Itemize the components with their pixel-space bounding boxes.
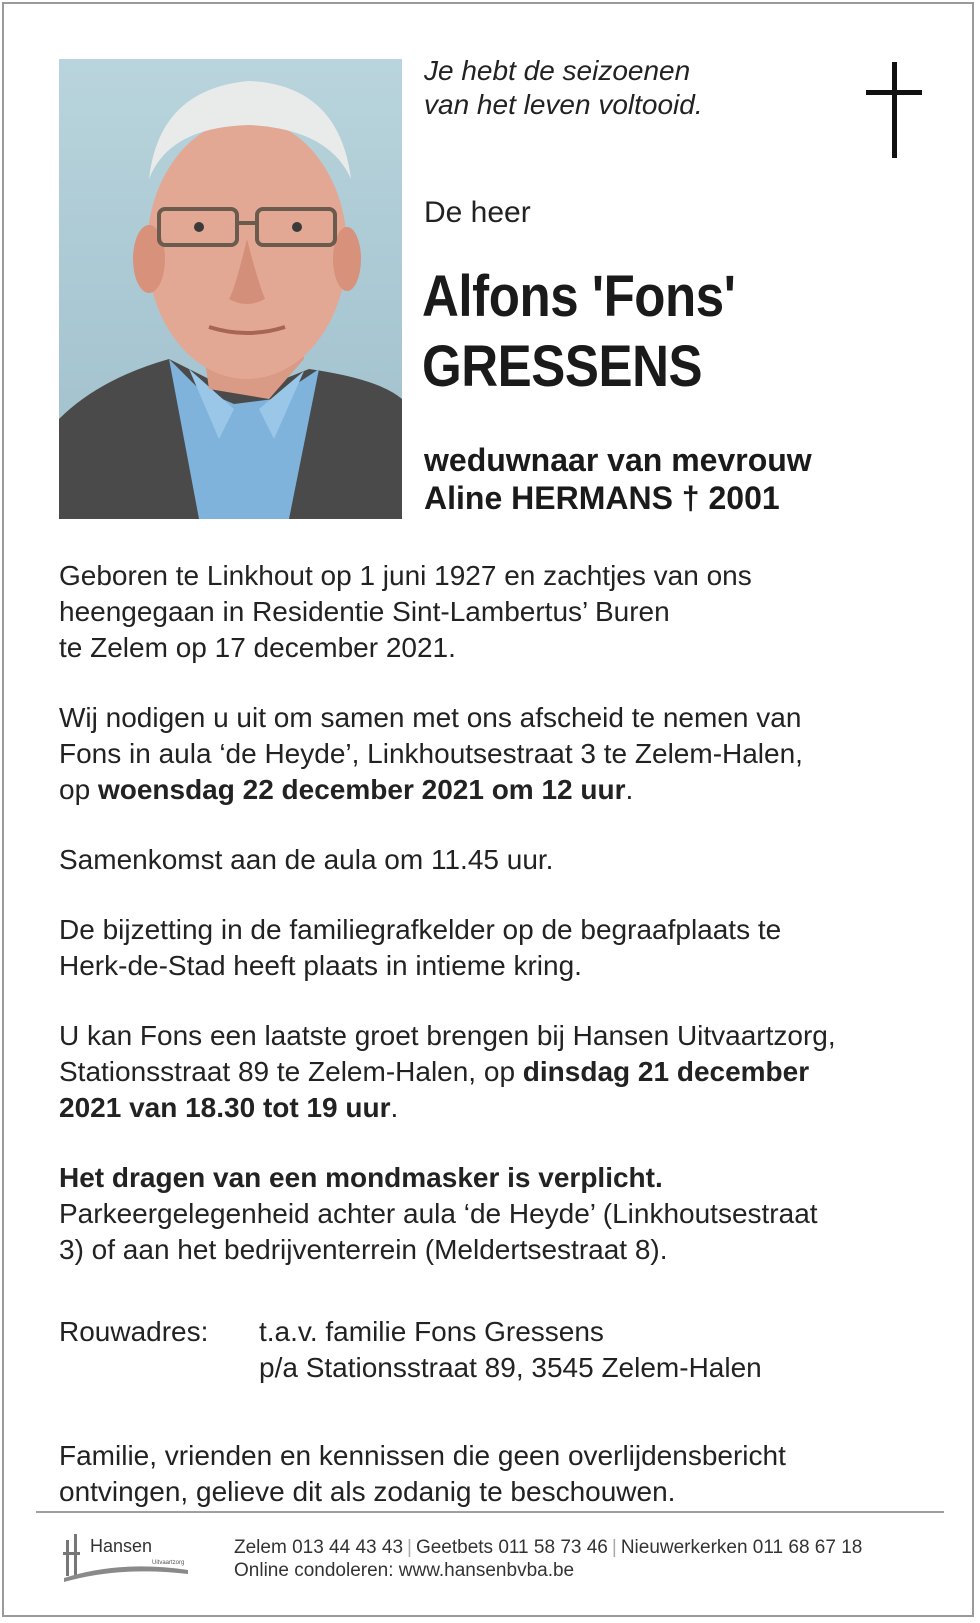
logo-sub: Uitvaartzorg: [152, 1560, 185, 1566]
rouwadres-address: t.a.v. familie Fons Gressens p/a Stationsstraat 89, 3545 Zelem-Halen: [259, 1316, 762, 1383]
footer-divider: [36, 1511, 944, 1513]
quote-line: Je hebt de seizoenen: [424, 55, 691, 86]
memorial-quote: [424, 54, 703, 122]
logo-name: Hansen: [90, 1536, 153, 1556]
cross-icon: [866, 62, 922, 158]
title-prefix: De heer: [424, 196, 531, 229]
ceremony-datetime: woensdag 22 december 2021 om 12 uur: [97, 774, 626, 805]
condolences-link[interactable]: Online condoleren: www.hansenbvba.be: [234, 1560, 575, 1581]
office-phones: Zelem 013 44 43 43 | Geetbets 011 58 73 46 | Nieuwerkerken 011 68 67 18: [234, 1537, 863, 1558]
name-line: GRESSENS: [422, 334, 703, 399]
name-line: Alfons 'Fons': [422, 264, 736, 329]
office-phone: Geetbets 011 58 73 46: [415, 1537, 608, 1558]
birth-paragraph: Geboren te Linkhout op 1 juni 1927 en zachtjes van ons heengegaan in Residentie Sint-Lambertus’ Buren te Zelem op 17 december 2021.: [59, 560, 752, 663]
quote-line: van het leven voltooid.: [424, 89, 703, 120]
office-phone: Nieuwerkerken 011 68 67 18: [620, 1537, 863, 1558]
footer-contact: [234, 1536, 862, 1582]
office-phone: Zelem 013 44 43 43: [234, 1537, 404, 1558]
spouse-info: [424, 441, 812, 517]
visit-paragraph: U kan Fons een laatste groet brengen bij Hansen Uitvaartzorg, Stationsstraat 89 te Zelem-Halen, op dinsdag 21 december 2021 van 18.30 tot 19 uur.: [59, 1020, 836, 1123]
invitation-paragraph: Wij nodigen u uit om samen met ons afscheid te nemen van Fons in aula ‘de Heyde’, Linkhoutsestraat 3 te Zelem-Halen, op woensdag 22 december 2021 om 12 uur.: [59, 702, 803, 805]
mask-paragraph: Het dragen van een mondmasker is verplicht. Parkeergelegenheid achter aula ‘de Heyde’ (Linkhoutsestraat 3) of aan het bedrijventerrein (Meldertsestraat 8).: [59, 1162, 818, 1265]
gathering-paragraph: Samenkomst aan de aula om 11.45 uur.: [59, 844, 554, 875]
rouwadres-label: Rouwadres:: [59, 1316, 209, 1347]
rouwadres: [59, 1314, 939, 1386]
family-note: Familie, vrienden en kennissen die geen overlijdensbericht ontvingen, gelieve dit als zodanig te beschouwen.: [59, 1440, 786, 1507]
deceased-name: [422, 262, 735, 402]
portrait-photo: [59, 59, 402, 519]
funeral-home-logo: [60, 1530, 200, 1590]
spouse-line: weduwnaar van mevrouw: [424, 442, 812, 478]
burial-paragraph: De bijzetting in de familiegrafkelder op de begraafplaats te Herk-de-Stad heeft plaats in intieme kring.: [59, 914, 782, 981]
spouse-line: Aline HERMANS † 2001: [424, 480, 780, 516]
mask-notice: Het dragen van een mondmasker is verplicht.: [59, 1162, 663, 1193]
announcement-body: [59, 558, 939, 1544]
